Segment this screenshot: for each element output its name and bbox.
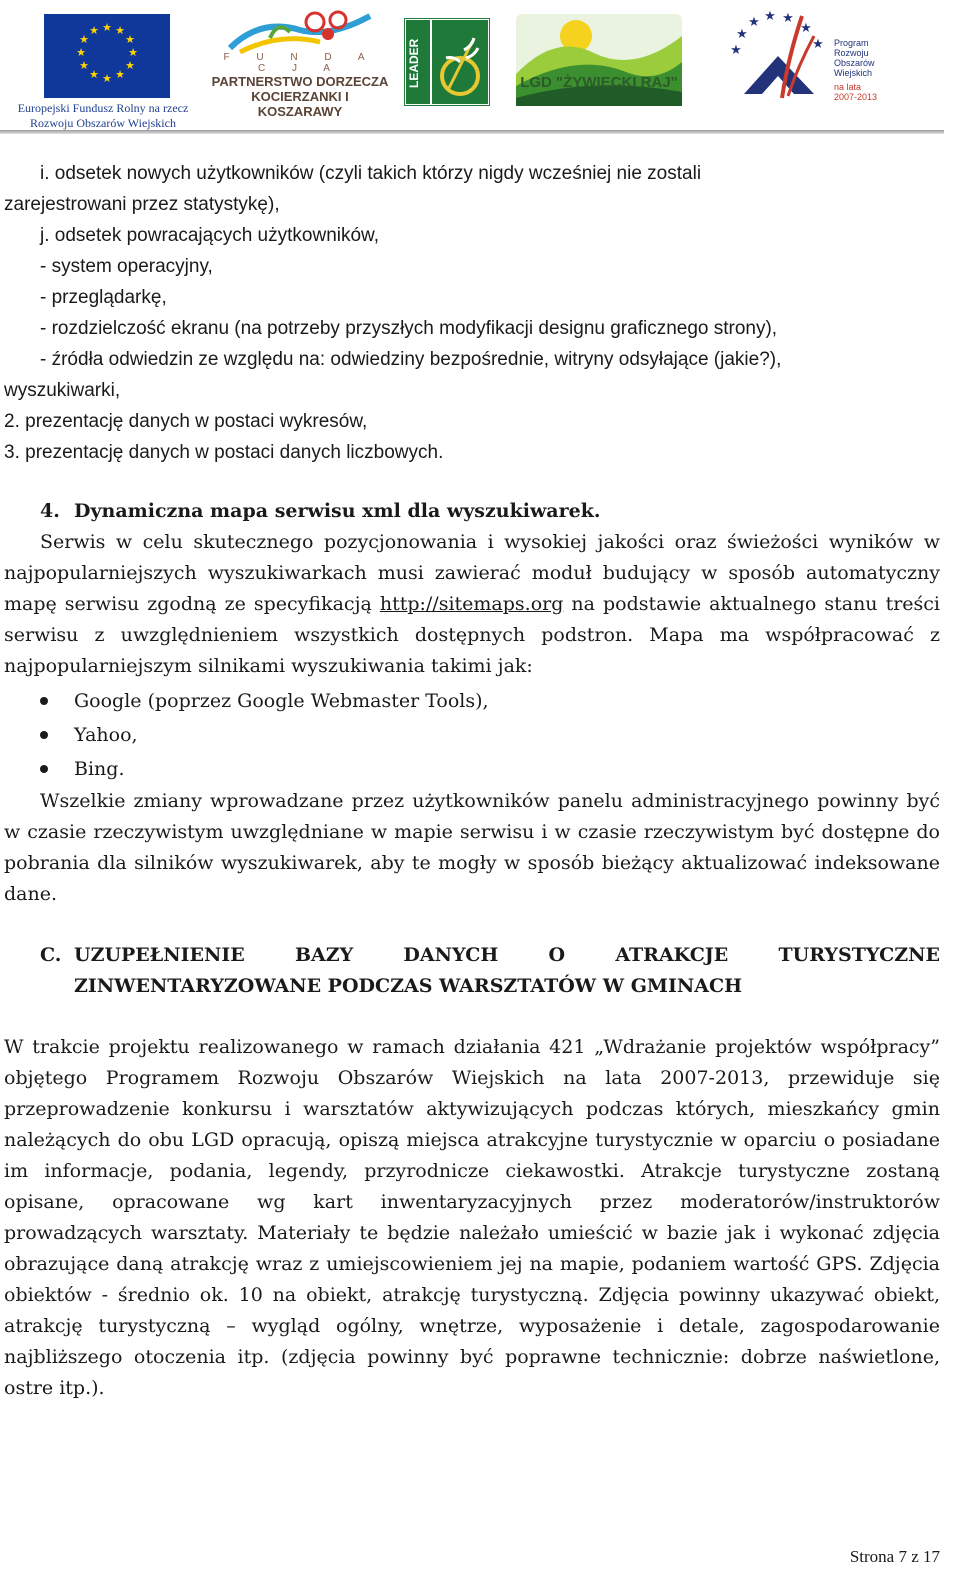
svg-text:★: ★	[800, 21, 812, 36]
svg-text:★: ★	[748, 15, 760, 30]
svg-text:★: ★	[102, 21, 112, 34]
eu-logo	[14, 8, 192, 132]
section-c-word: ATRAKCJE	[615, 944, 729, 966]
dash-item-sources-continuation: wyszukiwarki,	[4, 380, 121, 401]
prow-line1: Program	[834, 38, 869, 48]
fundacja-figures-icon	[210, 8, 390, 54]
numbered-item-3: 3. prezentację danych w postaci danych liczbowych.	[4, 442, 444, 463]
svg-text:★: ★	[79, 59, 89, 72]
bullet-text-google: Google (poprzez Google Webmaster Tools),	[74, 690, 489, 712]
section-4-para1-text-after-link: na podstawie aktualnego stanu treści serwisu z uwzględnieniem wszystkich dostępnych podstron. Mapa ma współpracować z najpopularniejszym silnikami wyszukiwania takimi jak:	[4, 593, 941, 677]
section-c-heading-line2: ZINWENTARYZOWANE PODCZAS WARSZTATÓW W GMINACH	[74, 975, 743, 997]
list-item-i: i. odsetek nowych użytkowników (czyli takich którzy nigdy wcześniej nie zostali	[40, 163, 702, 184]
svg-text:★: ★	[76, 46, 86, 59]
dash-item-resolution: - rozdzielczość ekranu (na potrzeby przyszłych modyfikacji designu graficznego strony),	[40, 318, 778, 339]
bullet-text-yahoo: Yahoo,	[74, 724, 138, 746]
svg-text:★: ★	[764, 9, 776, 24]
lgd-label: LGD "ŻYWIECKI RAJ"	[520, 74, 678, 91]
svg-text:★: ★	[79, 33, 89, 46]
sitemaps-link[interactable]: http://sitemaps.org	[379, 593, 564, 615]
section-4-heading	[4, 496, 940, 527]
prow-emblem-icon	[722, 6, 834, 102]
svg-text:★: ★	[102, 72, 112, 85]
lgd-logo	[516, 14, 682, 106]
list-item	[4, 718, 940, 752]
fundacja-logo	[210, 8, 390, 119]
section-c-heading	[4, 940, 940, 1002]
bullet-icon	[40, 731, 48, 739]
section-c-word: UZUPEŁNIENIE	[74, 944, 245, 966]
fundacja-line1: PARTNERSTWO DORZECZA	[211, 74, 389, 89]
dash-item-browser: - przeglądarkę,	[40, 287, 167, 308]
section-c-letter: C.	[40, 944, 62, 966]
prow-line3: Obszarów	[834, 58, 875, 68]
eu-flag-icon	[44, 14, 170, 98]
prow-line2: Rozwoju	[834, 48, 869, 58]
svg-text:★: ★	[89, 68, 99, 81]
section-c-paragraph: W trakcie projektu realizowanego w ramach działania 421 „Wdrażanie projektów współpracy” objętego Programem Rozwoju Obszarów Wiejskich na lata 2007-2013, przewiduje się przeprowadzenie konkursu i warsztatów aktywizujących podczas których, mieszkańcy gmin należących do obu LGD opracują, opiszą miejsca atrakcyjne turystycznie w oparciu o posiadane im informacje, podania, legendy, przyrodnicze ciekawostki. Atrakcje turystyczne zostaną opisane, opracowane wg kart inwentaryzacyjnych przez moderatorów/instruktorów prowadzących warsztaty. Materiały te będzie należało umieścić w bazie jak i wykonać zdjęcia obrazujące daną atrakcję wraz z umiejscowieniem jej na mapie, podaniem wartość GPS. Zdjęcia obiektów - średnio ok. 10 na obiekt, atrakcję turystyczną. Zdjęcia powinny ukazywać obiekt, atrakcję turystyczną – wygląd ogólny, wnętrze, wyposażenie i detale, zagospodarowanie najbliższego otoczenia itp. (zdjęcia powinny być poprawne technicznie: dobrze naświetlone, ostre itp.).	[4, 1036, 940, 1399]
section-4-paragraph-2: Wszelkie zmiany wprowadzane przez użytkowników panelu administracyjnego powinny być w czasie rzeczywistym uwzględniane w mapie serwisu i w czasie rzeczywistym być dostępne do pobrania dla silników wyszukiwarek, aby te mogły w sposób bieżący aktualizować indeksowane dane.	[4, 790, 940, 905]
list-item	[4, 684, 940, 718]
prow-line4: Wiejskich	[834, 68, 873, 78]
numbered-item-2: 2. prezentację danych w postaci wykresów,	[4, 411, 368, 432]
bullet-icon	[40, 697, 48, 705]
prow-logo	[722, 6, 882, 102]
dash-item-os: - system operacyjny,	[40, 256, 213, 277]
svg-text:★: ★	[812, 37, 824, 52]
document-body	[4, 158, 940, 1404]
eu-caption	[14, 101, 192, 131]
dash-item-sources: - źródła odwiedzin ze względu na: odwiedziny bezpośrednie, witryny odsyłające (jakie?),	[40, 349, 782, 370]
svg-text:★: ★	[115, 68, 125, 81]
svg-text:★: ★	[89, 24, 99, 37]
eu-caption-line2: Rozwoju Obszarów Wiejskich	[30, 116, 176, 130]
svg-text:★: ★	[782, 11, 794, 26]
section-c-heading-line1	[4, 940, 940, 971]
svg-text:★: ★	[128, 46, 138, 59]
leader-logo	[404, 18, 490, 106]
bullet-text-bing: Bing.	[74, 758, 125, 780]
svg-text:★: ★	[125, 33, 135, 46]
eu-caption-line1: Europejski Fundusz Rolny na rzecz	[17, 101, 189, 115]
search-engine-list	[4, 684, 940, 786]
fundacja-line2: KOCIERZANKI I KOSZARAWY	[251, 89, 349, 119]
list-item-j: j. odsetek powracających użytkowników,	[40, 225, 379, 246]
section-c-word: TURYSTYCZNE	[778, 944, 940, 966]
section-4-paragraph-1	[4, 527, 940, 682]
fundacja-spaced-label: F U N D A C J A	[223, 52, 377, 74]
svg-text:★: ★	[730, 43, 742, 58]
header-divider	[0, 130, 944, 134]
page-number: Strona 7 z 17	[849, 1547, 940, 1566]
bullet-icon	[40, 765, 48, 773]
list-item	[4, 752, 940, 786]
list-item-i-continuation: zarejestrowani przez statystykę),	[4, 194, 280, 215]
prow-years: na lata 2007-2013	[834, 82, 878, 102]
svg-text:★: ★	[115, 24, 125, 37]
section-c-word: DANYCH	[403, 944, 499, 966]
section-c-word: O	[548, 944, 566, 966]
svg-text:★: ★	[736, 27, 748, 42]
section-4-para1-text: Serwis w celu skutecznego pozycjonowania i wysokiej jakości oraz świeżości wyników w najpopularniejszych wyszukiwarkach musi zawierać moduł budujący w sposób automatyczny mapę serwisu zgodną ze specyfikacją	[4, 531, 940, 615]
section-4-number: 4.	[40, 500, 60, 522]
section-4-title: Dynamiczna mapa serwisu xml dla wyszukiwarek.	[74, 500, 601, 522]
page-header	[0, 0, 960, 136]
section-c-word: BAZY	[294, 944, 354, 966]
leader-label: LEADER	[407, 38, 421, 88]
svg-text:★: ★	[125, 59, 135, 72]
